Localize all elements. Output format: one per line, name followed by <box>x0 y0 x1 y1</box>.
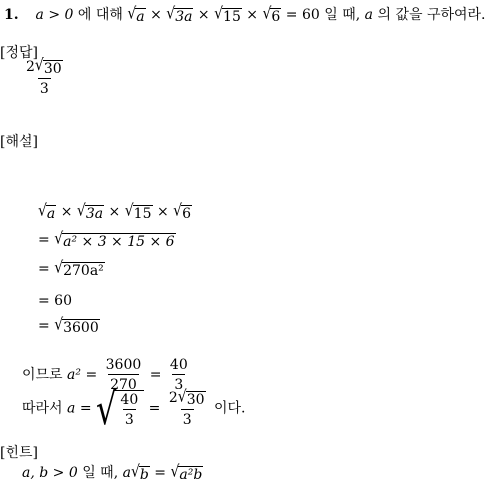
hint-text: a, b > 0 일 때, a √ b = √ a²b <box>22 462 203 483</box>
solution-line-5: = √ 3600 <box>38 315 99 336</box>
fraction: 2 √ 30 3 <box>26 56 62 97</box>
problem-equals: = 60 <box>285 7 320 23</box>
answer-value <box>22 56 67 97</box>
radical: √ 6 <box>262 4 281 25</box>
solution-conclusion-1: 이므로 a² = $\frac{3600}{270}$ = $\frac{40}{3}$ <box>22 357 188 393</box>
solution-line-3: = √ 270a² <box>38 258 104 279</box>
radical: √ a <box>127 4 145 25</box>
problem-var: a <box>364 7 374 23</box>
solution-label: [해설] <box>0 134 38 150</box>
solution-line-1: √ a × √ 3a × √ 15 × √ 6 <box>38 201 191 222</box>
hint-label: [힌트] <box>0 445 38 461</box>
solution-line-2: = √ a² × 3 × 15 × 6 <box>38 229 175 250</box>
radical: √ 15 <box>214 4 241 25</box>
problem-condition: a > 0 <box>35 7 74 23</box>
answer-label: [정답] <box>0 45 38 61</box>
radical: √ 3a <box>166 4 193 25</box>
solution-conclusion-2: 따라서 a = √ $\frac{40}{3}$ = 2 √ 30 3 이다. <box>22 382 246 435</box>
problem-statement: 1. a > 0 에 대해 √ a × √ 3a × √ 15 × √ 6 = 60 일 때, a 의 값을 구하여라. <box>4 4 486 25</box>
problem-text: 의 값을 구하여라. <box>377 7 486 23</box>
solution-line-4: = 60 <box>38 293 72 309</box>
problem-text: 에 대해 <box>77 7 123 23</box>
problem-number: 1. <box>4 7 19 23</box>
problem-text: 일 때, <box>324 7 361 23</box>
